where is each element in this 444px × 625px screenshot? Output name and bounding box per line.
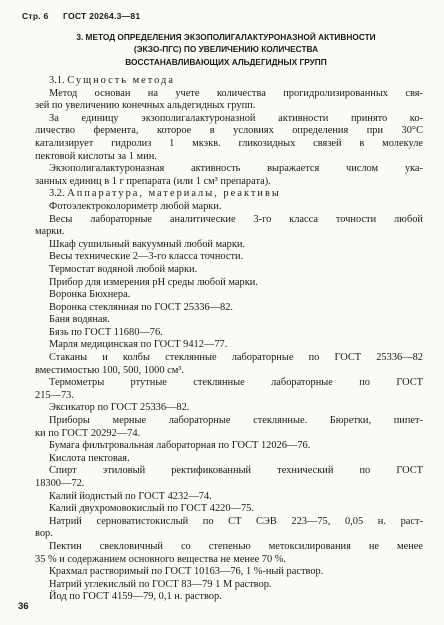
- text-line: Экзополигалактуроназная активность выражается числом ука-: [49, 163, 423, 175]
- standard-number: ГОСТ 20264.3—81: [63, 11, 141, 21]
- list-item-line: Натрий углекислый по ГОСТ 83—79 1 М раствор.: [49, 578, 272, 590]
- list-item-line: Шкаф сушильный вакуумный любой марки.: [49, 238, 246, 250]
- title-line: 3. МЕТОД ОПРЕДЕЛЕНИЯ ЭКЗОПОЛИГАЛАКТУРОНАЗНОЙ АКТИВНОСТИ: [76, 32, 376, 42]
- list-item: [35, 566, 423, 579]
- text-line: катализирует гидролиз 1 мкэкв. гликозидных связей в молекуле: [35, 137, 423, 149]
- list-item: [35, 402, 423, 415]
- document-body: [35, 75, 423, 604]
- list-item-line: Эксикатор по ГОСТ 25336—82.: [49, 402, 190, 414]
- list-item-line: Воронка стеклянная по ГОСТ 25336—82.: [49, 301, 234, 313]
- paragraph: [35, 163, 423, 188]
- list-item: [35, 503, 423, 516]
- list-item-line: Термометры ртутные стеклянные лабораторные по ГОСТ: [49, 377, 423, 389]
- page-label: Стр. 6: [22, 11, 49, 21]
- list-item: [35, 201, 423, 214]
- list-item-line: Калий йодистый по ГОСТ 4232—74.: [49, 490, 212, 502]
- title-line: (ЭКЗО-ПГС) ПО УВЕЛИЧЕНИЮ КОЛИЧЕСТВА: [133, 44, 319, 55]
- text-line: Метод основан на учете количества прогидролизированных свя-: [49, 87, 423, 99]
- list-item: [35, 453, 423, 466]
- list-item: [35, 415, 423, 440]
- list-item-line: Баня водяная.: [49, 314, 110, 326]
- page-header: [22, 11, 152, 21]
- list-item-line: вор.: [35, 528, 53, 540]
- page-number: 36: [18, 601, 29, 612]
- list-item-line: Термостат водяной любой марки.: [49, 263, 198, 275]
- list-item-line: Кислота пектовая.: [49, 452, 130, 464]
- list-item-line: Спирт этиловый ректификованный технический по ГОСТ: [49, 465, 423, 477]
- list-item-line: Приборы мерные лабораторные стеклянные. Бюретки, пипет-: [49, 415, 423, 427]
- list-item: [35, 289, 423, 302]
- list-item: [35, 541, 423, 566]
- list-item: [35, 239, 423, 252]
- list-item-line: Крахмал растворимый по ГОСТ 10163—76, 1 %-ный раствор.: [49, 566, 324, 578]
- list-item: [35, 352, 423, 377]
- list-item-line: 215—73.: [35, 389, 74, 401]
- list-item-line: Прибор для измерения pH среды любой марки.: [49, 276, 258, 288]
- section-heading-text: Аппаратура, материалы, реактивы: [67, 188, 281, 200]
- list-item-line: Весы технические 2—3-го класса точности.: [49, 251, 244, 263]
- list-item-line: Пектин свекловичный со степенью метоксилирования не менее: [49, 540, 423, 552]
- list-item-line: Бумага фильтровальная лабораторная по ГОСТ 12026—76.: [49, 440, 311, 452]
- list-item: [35, 491, 423, 504]
- list-item: [35, 214, 423, 239]
- list-item-line: Фотоэлектроколориметр любой марки.: [49, 200, 222, 212]
- list-item: [35, 440, 423, 453]
- list-item: [35, 591, 423, 604]
- list-item: [35, 465, 423, 490]
- list-item: [35, 314, 423, 327]
- list-item-line: Натрий серноватистокислый по СТ СЭВ 223—75, 0,05 н. раст-: [49, 515, 423, 527]
- list-item: [35, 516, 423, 541]
- section-heading-text: Сущность метода: [67, 75, 175, 86]
- list-item: [35, 277, 423, 290]
- list-item-line: 18300—72.: [35, 478, 85, 489]
- paragraph: [35, 113, 423, 163]
- list-item: [35, 302, 423, 315]
- list-item: [35, 377, 423, 402]
- text-line: личество фермента, которое в условиях определения при 30°C: [35, 125, 423, 137]
- list-item-line: Йод по ГОСТ 4159—79, 0,1 н. раствор.: [49, 591, 222, 603]
- title-line: ВОССТАНАВЛИВАЮЩИХ АЛЬДЕГИДНЫХ ГРУПП: [125, 56, 327, 67]
- list-item: [35, 327, 423, 340]
- list-item-line: Бязь по ГОСТ 11680—76.: [49, 326, 163, 338]
- section-heading: [35, 75, 423, 88]
- list-item-line: марки.: [35, 226, 65, 238]
- list-item-line: Весы лабораторные аналитические 3-го класса точности любой: [49, 213, 423, 225]
- list-item-line: Калий двухромовокислый по ГОСТ 4220—75.: [49, 503, 254, 515]
- paragraph: [35, 88, 423, 113]
- list-item-line: Марля медицинская по ГОСТ 9412—77.: [49, 339, 228, 351]
- list-item-line: Стаканы и колбы стеклянные лабораторные по ГОСТ 25336—82: [49, 352, 423, 364]
- text-line: пектовой кислоты за 1 мин.: [35, 150, 157, 162]
- text-line: зей по увеличению конечных альдегидных групп.: [35, 100, 256, 112]
- list-item-line: вместимостью 100, 500, 1000 см³.: [35, 364, 185, 376]
- list-item-line: Воронка Бюхнера.: [49, 289, 131, 301]
- text-line: За единицу экзополигалактуроназной активности принято ко-: [49, 112, 423, 124]
- section-title: [30, 31, 422, 68]
- list-item-line: ки по ГОСТ 20292—74.: [35, 427, 141, 439]
- list-item: [35, 339, 423, 352]
- list-item: [35, 251, 423, 264]
- list-item: [35, 264, 423, 277]
- list-item: [35, 579, 423, 592]
- text-line: занных единиц в 1 г препарата (или 1 см³ препарата).: [35, 175, 271, 187]
- equipment-list: [35, 201, 423, 604]
- list-item-line: 35 % и содержанием основного вещества не менее 70 %.: [35, 553, 287, 565]
- section-heading: [35, 188, 423, 201]
- section-number: 3.2.: [49, 188, 65, 200]
- section-number: 3.1.: [49, 75, 65, 86]
